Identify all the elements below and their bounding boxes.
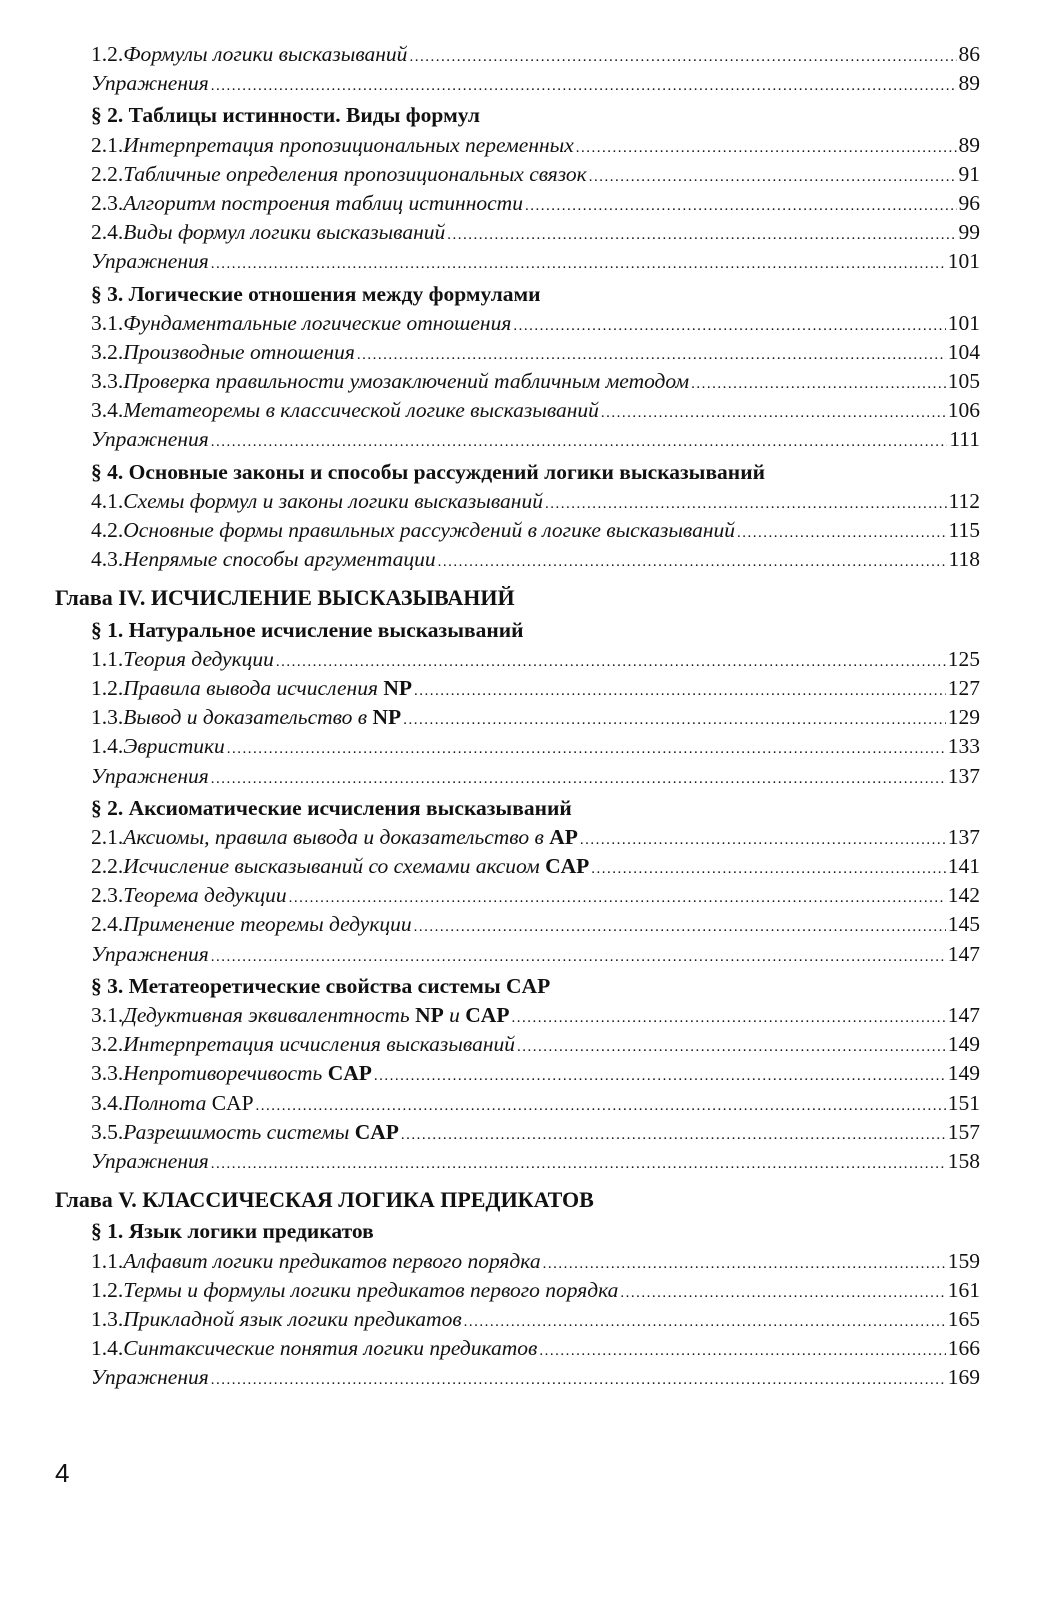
- leader-dots: [620, 1279, 945, 1308]
- toc-entry: [55, 823, 980, 852]
- toc-entry-number: 3.4.: [91, 398, 124, 423]
- toc-entry-title-text: Проверка правильности умозаключений табличным методом: [123, 369, 690, 394]
- toc-entry-title: [123, 1089, 253, 1118]
- toc-entry: [55, 218, 980, 247]
- section-heading: § 4. Основные законы и способы рассуждений логики высказываний: [91, 459, 765, 484]
- toc-entry-number: 3.3.: [91, 369, 124, 394]
- toc-entry-system-name: CAP: [465, 1003, 510, 1027]
- leader-dots: [289, 884, 946, 913]
- toc-entry-number: 2.4.: [91, 912, 124, 937]
- toc-entry-title-text: Вывод и доказательство в: [123, 705, 368, 730]
- toc-entry: [55, 1118, 980, 1147]
- toc-entry-page: 125: [947, 646, 980, 671]
- toc-entry-page: 165: [947, 1306, 980, 1331]
- toc-entry-title: [123, 218, 445, 247]
- leader-dots: [438, 548, 947, 577]
- toc-entry-page: 89: [958, 71, 980, 96]
- toc-entry-system-name: NP: [383, 675, 413, 700]
- toc-entry-title-text: Схемы формул и законы логики высказываний: [123, 488, 543, 513]
- toc-entry: [55, 189, 980, 218]
- toc-entry: [55, 674, 980, 703]
- toc-entry-title-text: Упражнения: [91, 941, 209, 966]
- toc-entry-title-text: Теория дедукции: [123, 646, 274, 671]
- toc-entry-page: 141: [947, 854, 980, 879]
- toc-entry-title-text: Упражнения: [91, 1148, 209, 1173]
- toc-entry-title: [123, 1247, 540, 1276]
- toc-entry: [55, 367, 980, 396]
- chapter-heading: Глава V. КЛАССИЧЕСКАЯ ЛОГИКА ПРЕДИКАТОВ: [55, 1187, 594, 1213]
- toc-entry: [55, 160, 980, 189]
- toc-entry-number: 4.2.: [91, 518, 124, 542]
- toc-entry-title: [123, 309, 511, 338]
- toc-entry-page: 115: [948, 518, 980, 542]
- toc-entry: [55, 732, 980, 761]
- toc-entry: [55, 545, 980, 574]
- toc-entry-page: 149: [947, 1061, 980, 1086]
- toc-entry: [55, 69, 980, 98]
- page-number: 4: [55, 1458, 70, 1488]
- leader-dots: [276, 648, 946, 677]
- toc-entry: [55, 247, 980, 276]
- toc-entry: [55, 1247, 980, 1276]
- toc-entry-page: 158: [947, 1148, 980, 1173]
- toc-entry-title: [123, 852, 589, 881]
- table-of-contents: [55, 40, 980, 1392]
- leader-dots: [737, 519, 947, 548]
- toc-entry-title: [91, 762, 209, 791]
- toc-entry-title-text: Непрямые способы аргументации: [123, 547, 436, 572]
- toc-entry: [55, 910, 980, 939]
- toc-entry: [55, 881, 980, 910]
- toc-entry-number: 1.3.: [91, 1306, 124, 1331]
- toc-entry: [55, 425, 980, 454]
- toc-entry-title: [123, 396, 599, 425]
- toc-entry-system-name: CAP: [545, 854, 590, 879]
- toc-entry: [55, 131, 980, 160]
- toc-entry-number: 3.1.: [91, 1003, 124, 1027]
- toc-entry-page: 96: [958, 190, 980, 215]
- toc-entry-title: [123, 1059, 372, 1088]
- toc-entry-page: 159: [947, 1248, 980, 1273]
- toc-entry-number: 3.5.: [91, 1119, 124, 1144]
- toc-entry-number: 4.3.: [91, 547, 124, 572]
- toc-entry-system-name: CAP: [327, 1061, 372, 1086]
- toc-entry-title: [123, 367, 689, 396]
- leader-dots: [256, 1092, 946, 1121]
- toc-entry-system-name: NP: [372, 705, 402, 730]
- toc-entry-page: 137: [947, 824, 980, 849]
- toc-entry-number: 3.1.: [91, 310, 124, 335]
- toc-entry-page: 133: [947, 734, 980, 759]
- section-heading: § 1. Натуральное исчисление высказываний: [91, 617, 524, 642]
- toc-entry-title: [123, 338, 355, 367]
- toc-entry-page: 149: [947, 1032, 980, 1057]
- toc-entry-title: [91, 1147, 209, 1176]
- leader-dots: [513, 312, 945, 341]
- leader-dots: [543, 1250, 946, 1279]
- toc-entry-title-text: Теорема дедукции: [123, 883, 287, 908]
- toc-entry-number: 1.4.: [91, 734, 124, 759]
- toc-entry-title-text: Упражнения: [91, 249, 209, 274]
- toc-entry-number: 2.4.: [91, 220, 124, 245]
- toc-entry-number: 1.2.: [91, 675, 124, 700]
- toc-entry-title-text: Дедуктивная эквивалентность: [123, 1003, 410, 1027]
- toc-entry-page: 111: [949, 427, 980, 452]
- section-heading: § 3. Логические отношения между формулами: [91, 281, 541, 306]
- toc-entry: [55, 1030, 980, 1059]
- leader-dots: [601, 399, 946, 428]
- toc-entry-number: 1.3.: [91, 705, 124, 730]
- toc-entry-title-text: Упражнения: [91, 427, 209, 452]
- leader-dots: [545, 490, 947, 519]
- toc-entry-number: 3.4.: [91, 1090, 124, 1115]
- toc-entry-number: 3.3.: [91, 1061, 124, 1086]
- leader-dots: [211, 1366, 946, 1395]
- leader-dots: [414, 913, 946, 942]
- toc-entry-page: 101: [947, 310, 980, 335]
- toc-entry-page: 101: [947, 249, 980, 274]
- toc-entry-title: [123, 160, 586, 189]
- toc-entry-title-text: Формулы логики высказываний: [123, 42, 408, 66]
- toc-entry-system-name: AP: [549, 824, 578, 849]
- toc-entry-title: [123, 645, 274, 674]
- toc-entry-title-text: Основные формы правильных рассуждений в логике высказываний: [123, 518, 736, 542]
- toc-entry-title-text: Алфавит логики предикатов первого порядка: [123, 1248, 541, 1273]
- leader-dots: [211, 1150, 946, 1179]
- toc-entry-page: 106: [947, 398, 980, 423]
- leader-dots: [591, 855, 945, 884]
- toc-entry: [55, 1147, 980, 1176]
- leader-dots: [511, 1004, 945, 1033]
- leader-dots: [211, 250, 946, 279]
- toc-entry-page: 142: [947, 883, 980, 908]
- toc-entry-number: 2.2.: [91, 161, 124, 186]
- toc-entry-title-text: Интерпретация пропозициональных переменных: [123, 132, 574, 157]
- toc-entry-page: 169: [947, 1365, 980, 1390]
- toc-entry-system-name: CAP: [354, 1119, 399, 1144]
- toc-entry-title: [91, 425, 209, 454]
- toc-entry-number: 3.2.: [91, 1032, 124, 1057]
- toc-entry-title: [123, 131, 574, 160]
- toc-entry-page: 137: [947, 763, 980, 788]
- toc-entry-page: 127: [947, 675, 980, 700]
- toc-entry-title-text: Фундаментальные логические отношения: [123, 310, 512, 335]
- toc-entry-title-text: Прикладной язык логики предикатов: [123, 1306, 462, 1331]
- leader-dots: [357, 341, 946, 370]
- toc-entry-title: [123, 674, 412, 703]
- toc-entry-title-text: Алгоритм построения таблиц истинности: [123, 190, 523, 215]
- toc-entry: [55, 940, 980, 969]
- toc-entry-title: [123, 1305, 461, 1334]
- section-heading: § 3. Метатеоретические свойства системы CAP: [91, 973, 551, 998]
- toc-entry-number: 1.1.: [91, 646, 124, 671]
- toc-entry-page: 161: [947, 1277, 980, 1302]
- toc-entry-conjunction: и: [449, 1003, 460, 1027]
- toc-entry-title: [123, 1118, 399, 1147]
- toc-entry: [55, 762, 980, 791]
- toc-entry: [55, 1276, 980, 1305]
- toc-entry-title: [123, 189, 523, 218]
- toc-entry: [55, 1363, 980, 1392]
- toc-entry-number: 1.1.: [91, 1248, 124, 1273]
- toc-entry-page: 86: [958, 42, 980, 66]
- toc-entry-page: 104: [947, 339, 980, 364]
- toc-entry-title: [123, 823, 578, 852]
- toc-entry-system-name: NP: [415, 1003, 444, 1027]
- leader-dots: [403, 706, 946, 735]
- toc-entry: [55, 1059, 980, 1088]
- toc-entry-page: 151: [947, 1090, 980, 1115]
- toc-entry: [55, 338, 980, 367]
- leader-dots: [211, 765, 946, 794]
- toc-entry-title: [123, 703, 401, 732]
- toc-entry-page: 166: [947, 1336, 980, 1361]
- toc-entry-page: 147: [947, 1003, 980, 1027]
- toc-entry: [55, 487, 980, 516]
- toc-entry-title: [123, 910, 411, 939]
- leader-dots: [580, 826, 946, 855]
- toc-entry-page: 157: [947, 1119, 980, 1144]
- chapter-heading: Глава IV. ИСЧИСЛЕНИЕ ВЫСКАЗЫВАНИЙ: [55, 585, 515, 611]
- section-heading: § 2. Аксиоматические исчисления высказываний: [91, 795, 572, 820]
- toc-entry: [55, 40, 980, 69]
- toc-entry-title: [123, 487, 543, 516]
- toc-entry-title-text: Метатеоремы в классической логике высказываний: [123, 398, 599, 423]
- section-heading: § 1. Язык логики предикатов: [91, 1219, 374, 1244]
- toc-entry-title-text: Интерпретация исчисления высказываний: [123, 1032, 515, 1057]
- toc-entry-title: [123, 732, 225, 761]
- toc-entry-page: 112: [948, 488, 980, 513]
- toc-entry-page: 145: [947, 912, 980, 937]
- leader-dots: [464, 1308, 946, 1337]
- toc-entry-title-text: Эвристики: [123, 734, 225, 759]
- toc-entry: [55, 309, 980, 338]
- toc-entry: [55, 396, 980, 425]
- leader-dots: [211, 72, 957, 101]
- toc-entry-title: [91, 247, 209, 276]
- toc-entry-title-text: Исчисление высказываний со схемами аксиом: [123, 854, 540, 879]
- toc-entry: [55, 1334, 980, 1363]
- toc-entry: [55, 852, 980, 881]
- toc-entry-title: [123, 1001, 509, 1030]
- leader-dots: [691, 370, 946, 399]
- toc-entry: [55, 1001, 980, 1030]
- toc-entry-title: [123, 545, 435, 574]
- toc-entry-title-text: Табличные определения пропозициональных связок: [123, 161, 587, 186]
- toc-entry-number: 2.3.: [91, 883, 124, 908]
- toc-entry-title-text: Непротиворечивость: [123, 1061, 323, 1086]
- toc-entry-page: 99: [958, 220, 980, 245]
- toc-entry-number: 1.2.: [91, 1277, 124, 1302]
- leader-dots: [539, 1337, 945, 1366]
- toc-entry-page: 147: [947, 941, 980, 966]
- toc-entry-number: 1.4.: [91, 1336, 124, 1361]
- toc-entry-title-text: Производные отношения: [123, 339, 355, 364]
- toc-entry-title-text: Применение теоремы дедукции: [123, 912, 412, 937]
- leader-dots: [589, 163, 957, 192]
- toc-entry-number: 4.1.: [91, 488, 124, 513]
- toc-entry-title-text: Аксиомы, правила вывода и доказательство в: [123, 824, 544, 849]
- toc-entry-number: 2.1.: [91, 132, 124, 157]
- toc-entry-title-text: Синтаксические понятия логики предикатов: [123, 1336, 538, 1361]
- leader-dots: [211, 943, 946, 972]
- toc-entry-title-text: Полнота: [123, 1090, 207, 1115]
- toc-entry-number: 1.2.: [91, 42, 124, 66]
- leader-dots: [447, 221, 956, 250]
- leader-dots: [414, 677, 946, 706]
- toc-entry-number: 2.2.: [91, 854, 124, 879]
- toc-entry-page: 89: [958, 132, 980, 157]
- toc-entry-title-text: Упражнения: [91, 71, 209, 96]
- toc-entry-title: [123, 881, 286, 910]
- toc-entry: [55, 703, 980, 732]
- toc-entry-page: 91: [958, 161, 980, 186]
- toc-entry-title-text: Упражнения: [91, 763, 209, 788]
- toc-entry-number: 2.3.: [91, 190, 124, 215]
- toc-entry: [55, 1089, 980, 1118]
- toc-entry-number: 3.2.: [91, 339, 124, 364]
- section-heading: § 2. Таблицы истинности. Виды формул: [91, 103, 480, 128]
- toc-entry-title-text: Упражнения: [91, 1365, 209, 1390]
- toc-entry-title: [91, 69, 209, 98]
- toc-entry: [55, 645, 980, 674]
- toc-entry-title: [123, 1030, 515, 1059]
- toc-entry-title: [91, 1363, 209, 1392]
- toc-entry: [55, 1305, 980, 1334]
- toc-entry-page: 129: [947, 705, 980, 730]
- toc-entry-title-text: Термы и формулы логики предикатов первого порядка: [123, 1277, 619, 1302]
- toc-entry-title-text: Разрешимость системы: [123, 1119, 350, 1144]
- leader-dots: [211, 428, 948, 457]
- toc-entry-number: 2.1.: [91, 824, 124, 849]
- toc-entry-title: [91, 940, 209, 969]
- leader-dots: [227, 735, 946, 764]
- leader-dots: [576, 134, 957, 163]
- toc-entry-title: [123, 1276, 618, 1305]
- leader-dots: [409, 43, 956, 72]
- toc-entry-page: 105: [947, 369, 980, 394]
- leader-dots: [525, 192, 957, 221]
- toc-entry-title: [123, 40, 407, 69]
- toc-entry: [55, 516, 980, 545]
- toc-entry-title: [123, 1334, 537, 1363]
- toc-entry-title-text: Виды формул логики высказываний: [123, 220, 446, 245]
- toc-entry-title: [123, 516, 735, 545]
- toc-entry-title-text: Правила вывода исчисления: [123, 675, 378, 700]
- toc-entry-system-name: CAP: [211, 1090, 254, 1115]
- leader-dots: [517, 1033, 946, 1062]
- leader-dots: [374, 1062, 946, 1091]
- leader-dots: [401, 1121, 946, 1150]
- toc-entry-page: 118: [948, 547, 980, 572]
